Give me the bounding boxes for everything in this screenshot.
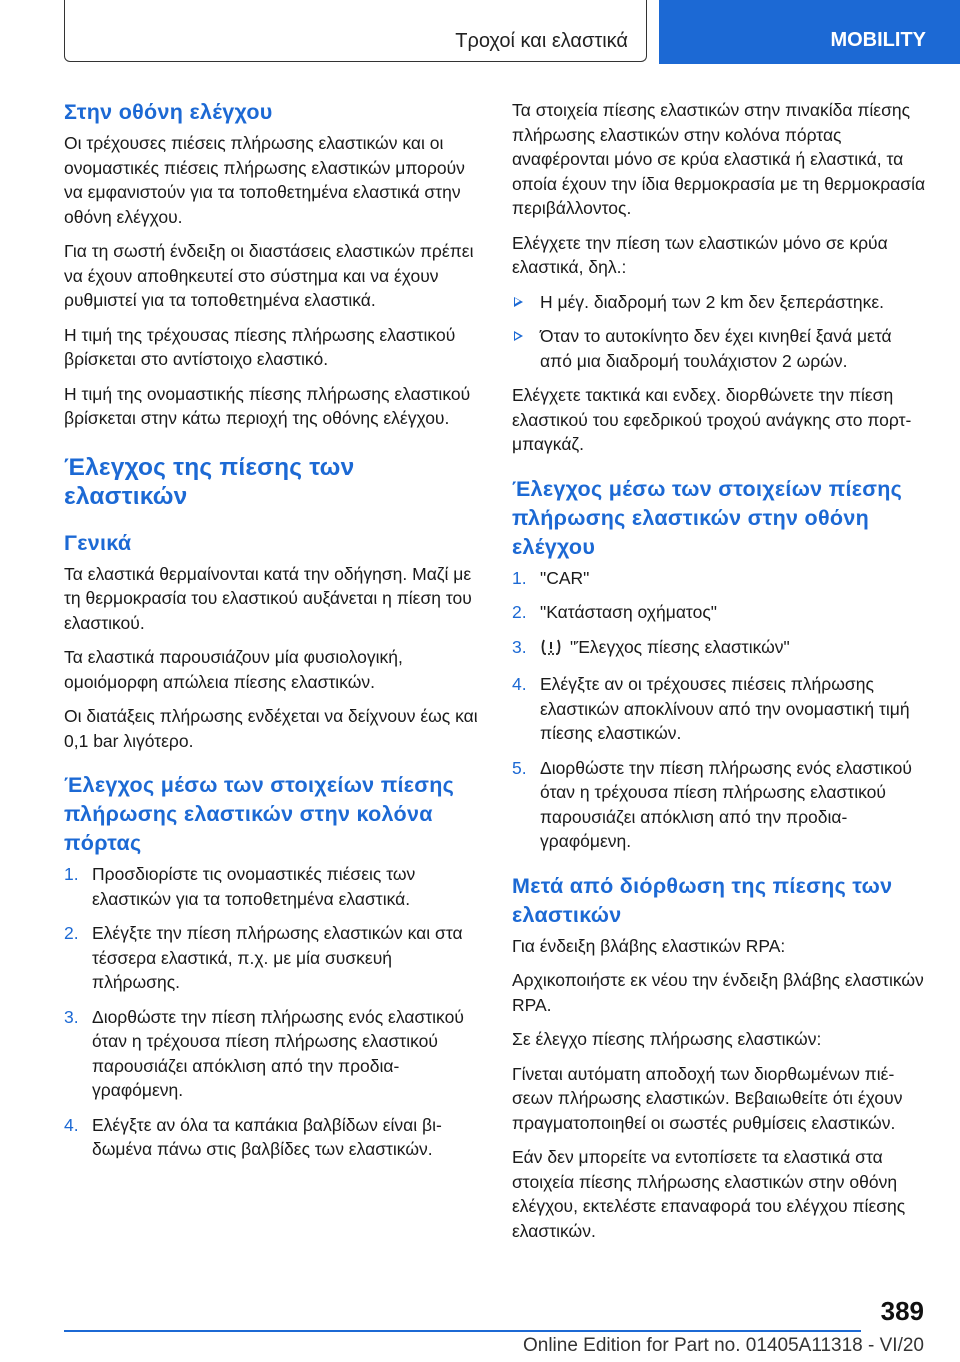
step-number: 1. [512, 567, 527, 588]
step-text: Ελέγξτε αν οι τρέχουσες πιέσεις πλήρωσης ελαστικών αποκλίνουν από την ονομαστική τιμή πίεσης ελαστικών. [540, 674, 910, 743]
step-number: 3. [512, 636, 527, 657]
paragraph: Τα ελαστικά θερμαίνονται κατά την οδήγηση. Μαζί με τη θερμοκρασία του ελαστικού αυξάνεται η πίεση του ελαστικού. [64, 563, 472, 633]
paragraph: Σε έλεγχο πίεσης πλήρωσης ελαστικών: [512, 1029, 822, 1049]
step-number: 3. [64, 1006, 79, 1027]
step-text: Διορθώστε την πίεση πλήρωσης ενός ελαστικού όταν η τρέχουσα πίεση πλήρωσης ελαστικού παρουσιάζει απόκλιση από την προδιαγραφόμενη. [540, 757, 912, 851]
paragraph: Γίνεται αυτόματη αποδοχή των διορθωμένων πιέσεων πλήρωσης ελαστικών. Βεβαιωθείτε ότι έχουν πραγματοποιηθεί οι σωστές ρυθμίσεις ελαστικών. [512, 1063, 903, 1133]
step-number: 2. [64, 923, 79, 943]
step-number: 2. [512, 602, 527, 622]
paragraph: Αρχικοποιήστε εκ νέου την ένδειξη βλάβης ελαστικών RPA. [512, 970, 924, 1015]
left-column [64, 98, 478, 1172]
paragraph: Οι διατάξεις πλήρωσης ενδέχεται να δείχνουν έως και 0,1 bar λιγότερο. [64, 706, 478, 751]
section-tab [659, 0, 960, 64]
heading-on-screen: Στην οθόνη ελέγχου [64, 100, 273, 124]
paragraph: Η τιμή της τρέχουσας πίεσης πλήρωσης ελαστικού βρίσκεται στο αντίστοιχο ελαστικό. [64, 324, 456, 369]
paragraph: Ελέγχετε τακτικά και ενδεχ. διορθώνετε την πίεση ελαστικού του εφεδρικού τροχού ανάγκης στο πορτ-μπαγκάζ. [512, 385, 912, 454]
list-item [64, 921, 478, 995]
list-item [512, 566, 926, 591]
page-header [0, 0, 960, 64]
list-item [64, 1005, 478, 1103]
list-item [512, 672, 926, 746]
paragraph: Η τιμή της ονομαστικής πίεσης πλήρωσης ελαστικού βρίσκεται στην κάτω περιοχή της οθόνης ελέγχου. [64, 383, 471, 428]
paragraph: Τα ελαστικά παρουσιάζουν μία φυσιολογική, ομοιόμορφη απώλεια πίεσης ελαστικών. [64, 647, 403, 692]
paragraph: Για τη σωστή ένδειξη οι διαστάσεις ελαστικών πρέπει να έχουν αποθηκευτεί στο σύστημα και να έχουν ρυθμιστεί για τα τοποθετημένα ελαστικά. [64, 241, 474, 310]
paragraph: Οι τρέχουσες πιέσεις πλήρωσης ελαστικών και οι ονομαστικές πιέσεις πλήρωσης ελαστικών μπορούν να εμφανιστούν για τα τοποθετημένα ελαστικά στην οθόνη ελέγχου. [64, 133, 465, 227]
triangle-bullet-icon [514, 331, 523, 341]
list-item [512, 635, 926, 663]
cold-tire-conditions [512, 290, 926, 374]
step-number: 5. [512, 757, 527, 778]
step-text: Διορθώστε την πίεση πλήρωσης ενός ελαστικού όταν η τρέχουσα πίεση πλήρωσης ελαστικού παρουσιάζει απόκλιση από την προδιαγραφόμενη. [92, 1006, 464, 1100]
step-number: 1. [64, 864, 79, 884]
list-item [64, 862, 478, 911]
step-number: 4. [64, 1114, 79, 1135]
heading-door-pillar-check: Έλεγχος μέσω των στοιχείων πίεσης πλήρωσης ελαστικών στην κολόνα πόρτας [64, 773, 455, 855]
page-number: 389 [880, 1296, 924, 1326]
footer-divider [64, 1330, 861, 1332]
paragraph: Ελέγχετε την πίεση των ελαστικών μόνο σε κρύα ελαστικά, δηλ.: [512, 232, 888, 277]
footer-edition: Online Edition for Part no. 01405A11318 - VI/20 [522, 1335, 924, 1356]
list-item [512, 324, 926, 373]
screen-check-steps [512, 566, 926, 854]
right-column [512, 98, 926, 1253]
step-number: 4. [512, 674, 527, 694]
step-text: "CAR" [540, 567, 590, 588]
list-item [512, 290, 926, 315]
list-item [512, 756, 926, 854]
step-text: "Κατάσταση οχήματος" [540, 602, 717, 622]
step-text: "Έλεγχος πίεσης ελαστικών" [570, 636, 790, 657]
section-tab-label: MOBILITY [830, 29, 926, 51]
heading-check-tire-pressure: Έλεγχος της πίεσης των ελαστικών [64, 453, 355, 510]
paragraph: Εάν δεν μπορείτε να εντοπίσετε τα ελαστικά στα στοιχεία πίεσης πλήρωσης ελαστικών στην οθόνη ελέγχου, εκτελέστε επαναφορά του ελέγχου πίεσης ελαστικών. [512, 1147, 906, 1241]
paragraph: Τα στοιχεία πίεσης ελαστικών στην πινακίδα πίεσης πλήρωσης ελαστικών στην κολόνα πόρτας αναφέρονται μόνο σε κρύα ελαστικά ή ελαστικά, τα οποία έχουν την ίδια θερμοκρασία με τη θερμοκρασία περιβάλλοντος. [512, 100, 926, 218]
step-text: Προσδιορίστε τις ονομαστικές πιέσεις των ελαστικών για τα τοποθετημένα ελαστικά. [92, 864, 416, 909]
door-pillar-steps [64, 862, 478, 1162]
step-text: Ελέγξτε την πίεση πλήρωσης ελαστικών και στα τέσσερα ελαστικά, π.χ. με μία συσκευή πλήρωσης. [92, 923, 463, 992]
list-item [512, 600, 926, 625]
bullet-text: Όταν το αυτοκίνητο δεν έχει κινηθεί ξανά μετά από μια διαδρομή τουλάχιστον 2 ωρών. [540, 326, 892, 371]
triangle-bullet-icon [514, 297, 523, 307]
bullet-text: Η μέγ. διαδρομή των 2 km δεν ξεπεράστηκε. [540, 291, 885, 312]
paragraph: Για ένδειξη βλάβης ελαστικών RPA: [512, 935, 786, 956]
heading-screen-check: Έλεγχος μέσω των στοιχείων πίεσης πλήρωσης ελαστικών στην οθόνη ελέγχου [512, 476, 903, 559]
heading-general: Γενικά [64, 530, 132, 555]
heading-after-correction: Μετά από διόρθωση της πίεσης των ελαστικών [512, 873, 893, 927]
chapter-title: Τροχοί και ελαστικά [455, 30, 628, 52]
step-text: Ελέγξτε αν όλα τα καπάκια βαλβίδων είναι βιδωμένα πάνω στις βαλβίδες των ελαστικών. [92, 1114, 442, 1159]
list-item [64, 1113, 478, 1162]
tire-pressure-warning-icon [540, 638, 562, 663]
